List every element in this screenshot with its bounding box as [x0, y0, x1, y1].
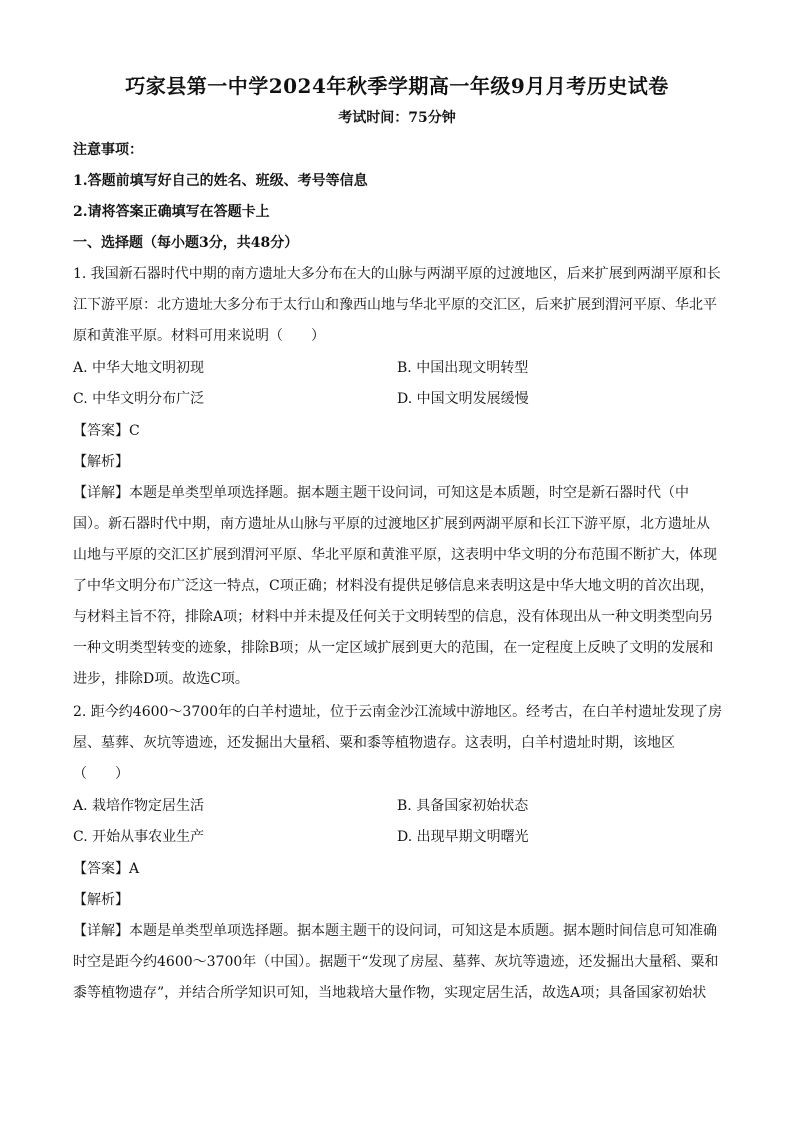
q2-option-a: A. 栽培作物定居生活 [73, 798, 205, 814]
q2-answer: 【答案】A [73, 861, 140, 877]
notes-heading: 注意事项： [73, 142, 143, 158]
q1-detail-line-5: 与材料主旨不符，排除A项；材料中并未提及任何关于文明转型的信息，没有体现出从一种文明类型向另 [73, 609, 714, 625]
q2-option-d: D. 出现早期文明曙光 [397, 829, 529, 845]
q1-answer: 【答案】C [73, 423, 140, 439]
q2-detail-line-1: 【详解】本题是单类型单项选择题。据本题主题干的设问词，可知这是本质题。据本题时间信息可知准确 [73, 923, 717, 939]
q2-stem-line-3: （ ） [73, 766, 129, 782]
section-heading: 一、选择题（每小题3分，共48分） [73, 235, 299, 251]
q2-analysis-label: 【解析】 [73, 892, 129, 908]
q1-option-a: A. 中华大地文明初现 [73, 360, 205, 376]
q1-analysis-label: 【解析】 [73, 454, 129, 470]
q2-stem-line-1: 2. 距今约4600～3700年的白羊村遗址，位于云南金沙江流域中游地区。经考古，在白羊村遗址发现了房 [73, 704, 723, 720]
q2-stem-line-2: 屋、墓葬、灰坑等遗迹，还发掘出大量稻、粟和黍等植物遗存。这表明，白羊村遗址时期，该地区 [73, 735, 675, 751]
q1-stem-line-3: 原和黄淮平原。材料可用来说明（ ） [73, 328, 325, 344]
q1-option-b: B. 中国出现文明转型 [397, 360, 529, 376]
q1-option-c: C. 中华文明分布广泛 [73, 391, 205, 407]
q1-stem-line-2: 江下游平原：北方遗址大多分布于太行山和豫西山地与华北平原的交汇区，后来扩展到渭河平原、华北平 [73, 297, 717, 313]
q2-option-c: C. 开始从事农业生产 [73, 829, 205, 845]
q1-detail-line-3: 山地与平原的交汇区扩展到渭河平原、华北平原和黄淮平原，这表明中华文明的分布范围不断扩大，体现 [73, 547, 717, 563]
note-item-2: 2.请将答案正确填写在答题卡上 [73, 204, 270, 220]
q1-detail-line-4: 了中华文明分布广泛这一特点，C项正确；材料没有提供足够信息来表明这是中华大地文明的首次出现， [73, 578, 714, 594]
q1-detail-line-6: 一种文明类型转变的迹象，排除B项；从一定区域扩展到更大的范围，在一定程度上反映了文明的发展和 [73, 640, 714, 656]
q1-detail-line-7: 进步，排除D项。故选C项。 [73, 671, 249, 687]
exam-time: 考试时间：75分钟 [338, 110, 456, 126]
q2-detail-line-2: 时空是距今约4600～3700年（中国）。据题干“发现了房屋、墓葬、灰坑等遗迹，还发掘出大量稻、粟和 [73, 954, 719, 970]
note-item-1: 1.答题前填写好自己的姓名、班级、考号等信息 [73, 173, 368, 189]
q1-detail-line-2: 国）。新石器时代中期，南方遗址从山脉与平原的过渡地区扩展到两湖平原和长江下游平原，北方遗址从 [73, 516, 710, 532]
q1-detail-line-1: 【详解】本题是单类型单项选择题。据本题主题干设问词，可知这是本质题，时空是新石器时代（中 [73, 485, 689, 501]
q2-option-b: B. 具备国家初始状态 [397, 798, 529, 814]
q2-detail-line-3: 黍等植物遗存”，并结合所学知识可知，当地栽培大量作物，实现定居生活，故选A项；具备国家初始状 [73, 985, 707, 1001]
page-title: 巧家县第一中学2024年秋季学期高一年级9月月考历史试卷 [125, 74, 669, 98]
q1-option-d: D. 中国文明发展缓慢 [397, 391, 529, 407]
q1-stem-line-1: 1. 我国新石器时代中期的南方遗址大多分布在大的山脉与两湖平原的过渡地区，后来扩展到两湖平原和长 [73, 266, 721, 282]
